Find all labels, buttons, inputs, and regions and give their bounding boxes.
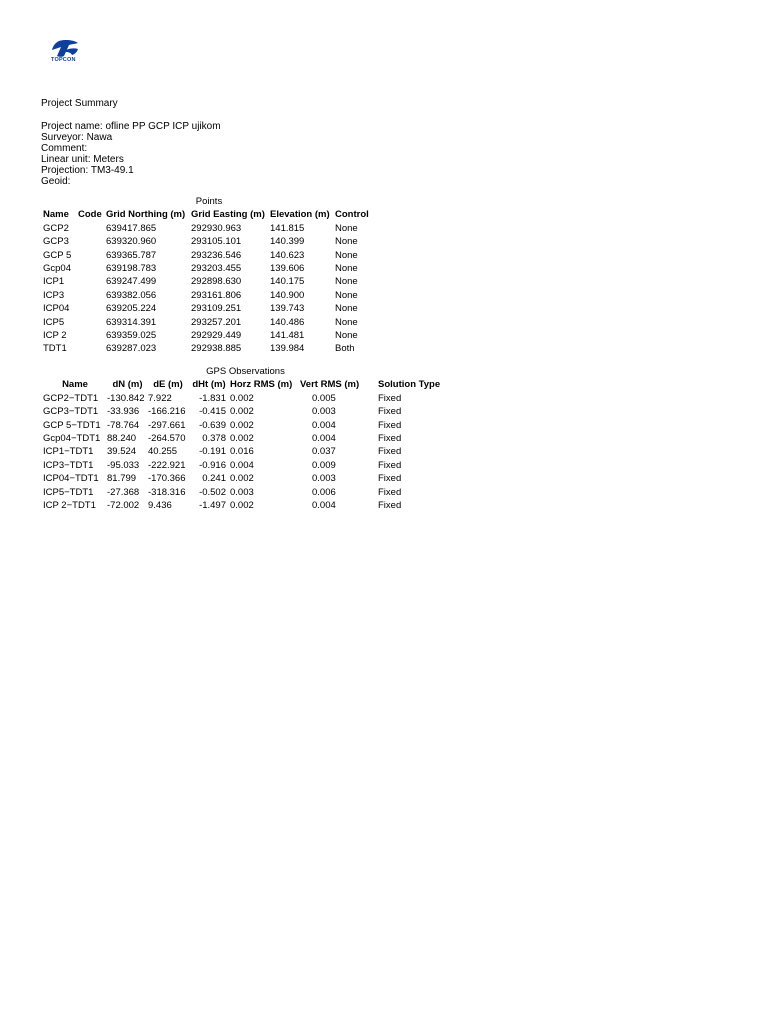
- observation-cell-dn: -130.842: [107, 392, 145, 404]
- point-cell-ctrl: None: [335, 236, 358, 248]
- point-cell-elev: 140.486: [270, 316, 305, 328]
- project-info: [41, 121, 221, 187]
- observation-cell-hrms: 0.002: [230, 419, 254, 431]
- observation-cell-hrms: 0.016: [230, 446, 254, 458]
- observation-cell-name: GCP3−TDT1: [43, 406, 99, 418]
- point-cell-ctrl: None: [335, 249, 358, 261]
- observation-cell-vrms: 0.003: [312, 473, 336, 485]
- point-cell-elev: 140.399: [270, 236, 305, 248]
- observation-cell-dn: -95.033: [107, 459, 140, 471]
- column-header: dN (m): [112, 379, 143, 391]
- logo-wordmark: TOPCON: [51, 57, 76, 63]
- observation-cell-dht: -0.191: [199, 446, 226, 458]
- point-row: [43, 302, 375, 315]
- observation-cell-de: -222.921: [148, 459, 186, 471]
- point-cell-ctrl: Both: [335, 343, 355, 355]
- observation-cell-vrms: 0.004: [312, 500, 336, 512]
- point-cell-ctrl: None: [335, 316, 358, 328]
- column-header: Name: [62, 379, 88, 391]
- observation-cell-sol: Fixed: [378, 486, 402, 498]
- observation-cell-name: ICP5−TDT1: [43, 486, 94, 498]
- point-cell-east: 292930.963: [191, 222, 242, 234]
- point-cell-east: 292929.449: [191, 330, 242, 342]
- gps-observations-table: [43, 365, 448, 512]
- observation-cell-de: -297.661: [148, 419, 186, 431]
- point-cell-code: [78, 329, 106, 342]
- point-cell-east: 292898.630: [191, 276, 242, 288]
- column-header: Horz RMS (m): [230, 379, 293, 391]
- point-cell-code: [78, 222, 106, 235]
- column-header: Name: [43, 209, 69, 221]
- point-cell-east: 293161.806: [191, 289, 242, 301]
- observation-cell-vrms: 0.003: [312, 406, 336, 418]
- point-cell-elev: 139.606: [270, 263, 305, 275]
- point-cell-east: 293105.101: [191, 236, 242, 248]
- point-row: [43, 289, 375, 302]
- observation-cell-dht: -1.497: [199, 500, 226, 512]
- point-cell-ctrl: None: [335, 303, 358, 315]
- point-cell-ctrl: None: [335, 289, 358, 301]
- point-cell-north: 639417.865: [106, 222, 157, 234]
- observation-cell-hrms: 0.003: [230, 486, 254, 498]
- observation-row: [43, 486, 448, 499]
- point-cell-code: [78, 235, 106, 248]
- point-cell-ctrl: None: [335, 276, 358, 288]
- observation-row: [43, 405, 448, 418]
- point-cell-ctrl: None: [335, 222, 358, 234]
- point-cell-north: 639314.391: [106, 316, 157, 328]
- observation-cell-de: -166.216: [148, 406, 186, 418]
- point-cell-elev: 141.815: [270, 222, 305, 234]
- point-row: [43, 342, 375, 355]
- point-cell-north: 639382.056: [106, 289, 157, 301]
- observation-cell-dht: 0.241: [202, 473, 226, 485]
- point-cell-name: Gcp04: [43, 263, 71, 275]
- point-cell-ctrl: None: [335, 330, 358, 342]
- observation-cell-dn: 88.240: [107, 433, 137, 445]
- point-cell-east: 293109.251: [191, 303, 242, 315]
- points-caption: Points: [195, 196, 223, 207]
- point-cell-name: ICP04: [43, 303, 70, 315]
- point-cell-north: 639359.025: [106, 330, 157, 342]
- observation-cell-dn: -27.368: [107, 486, 140, 498]
- observation-cell-name: ICP04−TDT1: [43, 473, 99, 485]
- point-cell-name: GCP 5: [43, 249, 72, 261]
- projection: Projection: TM3-49.1: [41, 165, 134, 176]
- point-cell-north: 639287.023: [106, 343, 157, 355]
- observation-row: [43, 499, 448, 512]
- comment: Comment:: [41, 143, 88, 154]
- observation-cell-dn: -78.764: [107, 419, 140, 431]
- observation-cell-sol: Fixed: [378, 406, 402, 418]
- column-header: dE (m): [153, 379, 183, 391]
- observation-cell-de: 7.922: [148, 392, 172, 404]
- point-cell-name: ICP5: [43, 316, 65, 328]
- point-cell-code: [78, 289, 106, 302]
- observation-cell-de: 40.255: [148, 446, 178, 458]
- point-row: [43, 275, 375, 288]
- observation-cell-sol: Fixed: [378, 419, 402, 431]
- points-table: [43, 195, 375, 356]
- topcon-logo: [50, 40, 82, 66]
- observation-cell-dht: -0.502: [199, 486, 226, 498]
- observation-cell-sol: Fixed: [378, 473, 402, 485]
- observation-cell-dht: 0.378: [202, 433, 226, 445]
- point-row: [43, 262, 375, 275]
- point-cell-code: [78, 275, 106, 288]
- point-row: [43, 249, 375, 262]
- point-row: [43, 316, 375, 329]
- observation-cell-vrms: 0.004: [312, 419, 336, 431]
- observation-row: [43, 432, 448, 445]
- observation-cell-hrms: 0.002: [230, 500, 254, 512]
- surveyor: Surveyor: Nawa: [41, 132, 113, 143]
- point-cell-name: GCP2: [43, 222, 69, 234]
- topcon-logo-icon: [50, 40, 80, 58]
- point-cell-code: [78, 249, 106, 262]
- observation-cell-name: Gcp04−TDT1: [43, 433, 101, 445]
- observation-cell-vrms: 0.006: [312, 486, 336, 498]
- observation-cell-hrms: 0.002: [230, 406, 254, 418]
- observation-cell-dht: -0.916: [199, 459, 226, 471]
- project-name: Project name: ofline PP GCP ICP ujikom: [41, 121, 221, 132]
- point-row: [43, 329, 375, 342]
- geoid: Geoid:: [41, 176, 71, 187]
- gps-header-row: [43, 378, 448, 391]
- observation-cell-de: -170.366: [148, 473, 186, 485]
- point-cell-east: 293203.455: [191, 263, 242, 275]
- point-cell-elev: 139.984: [270, 343, 305, 355]
- observation-cell-dht: -0.415: [199, 406, 226, 418]
- point-cell-east: 293236.546: [191, 249, 242, 261]
- point-cell-north: 639365.787: [106, 249, 157, 261]
- column-header: Control: [335, 209, 369, 221]
- point-cell-ctrl: None: [335, 263, 358, 275]
- observation-cell-name: GCP2−TDT1: [43, 392, 99, 404]
- observation-row: [43, 472, 448, 485]
- point-cell-name: GCP3: [43, 236, 69, 248]
- observation-row: [43, 419, 448, 432]
- observation-cell-dn: 81.799: [107, 473, 137, 485]
- report-title: Project Summary: [41, 98, 118, 109]
- observation-cell-name: ICP3−TDT1: [43, 459, 94, 471]
- observation-cell-sol: Fixed: [378, 459, 402, 471]
- point-cell-north: 639320.960: [106, 236, 157, 248]
- observation-cell-sol: Fixed: [378, 392, 402, 404]
- observation-cell-hrms: 0.002: [230, 473, 254, 485]
- observation-cell-de: 9.436: [148, 500, 172, 512]
- observation-cell-hrms: 0.002: [230, 433, 254, 445]
- observation-cell-vrms: 0.005: [312, 392, 336, 404]
- point-row: [43, 222, 375, 235]
- point-cell-north: 639205.224: [106, 303, 157, 315]
- observation-cell-de: -264.570: [148, 433, 186, 445]
- column-header: Vert RMS (m): [300, 379, 360, 391]
- points-header-row: [43, 208, 375, 221]
- observation-cell-name: ICP 2−TDT1: [43, 500, 96, 512]
- observation-cell-vrms: 0.037: [312, 446, 336, 458]
- point-row: [43, 235, 375, 248]
- observation-cell-dht: -1.831: [199, 392, 226, 404]
- observation-row: [43, 445, 448, 458]
- observation-cell-name: GCP 5−TDT1: [43, 419, 101, 431]
- column-header: Grid Easting (m): [191, 209, 265, 221]
- observation-cell-de: -318.316: [148, 486, 186, 498]
- observation-cell-dn: 39.524: [107, 446, 137, 458]
- column-header: Elevation (m): [270, 209, 330, 221]
- observation-cell-sol: Fixed: [378, 446, 402, 458]
- point-cell-name: TDT1: [43, 343, 67, 355]
- observation-cell-name: ICP1−TDT1: [43, 446, 94, 458]
- column-header: dHt (m): [192, 379, 226, 391]
- linear-unit: Linear unit: Meters: [41, 154, 124, 165]
- point-cell-name: ICP1: [43, 276, 65, 288]
- observation-cell-dht: -0.639: [199, 419, 226, 431]
- point-cell-north: 639247.499: [106, 276, 157, 288]
- point-cell-code: [78, 316, 106, 329]
- observation-cell-dn: -72.002: [107, 500, 140, 512]
- observation-cell-sol: Fixed: [378, 433, 402, 445]
- point-cell-east: 292938.885: [191, 343, 242, 355]
- point-cell-elev: 139.743: [270, 303, 305, 315]
- point-cell-code: [78, 302, 106, 315]
- observation-row: [43, 459, 448, 472]
- observation-row: [43, 392, 448, 405]
- observation-cell-hrms: 0.002: [230, 392, 254, 404]
- observation-cell-hrms: 0.004: [230, 459, 254, 471]
- column-header: Solution Type: [378, 379, 441, 391]
- observation-cell-vrms: 0.009: [312, 459, 336, 471]
- point-cell-elev: 140.900: [270, 289, 305, 301]
- point-cell-code: [78, 262, 106, 275]
- point-cell-elev: 141.481: [270, 330, 305, 342]
- point-cell-east: 293257.201: [191, 316, 242, 328]
- point-cell-code: [78, 342, 106, 355]
- observation-cell-sol: Fixed: [378, 500, 402, 512]
- gps-caption: GPS Observations: [206, 366, 285, 377]
- point-cell-elev: 140.175: [270, 276, 305, 288]
- point-cell-north: 639198.783: [106, 263, 157, 275]
- point-cell-name: ICP 2: [43, 330, 67, 342]
- column-header: Grid Northing (m): [106, 209, 186, 221]
- column-header: Code: [78, 209, 102, 221]
- observation-cell-dn: -33.936: [107, 406, 140, 418]
- observation-cell-vrms: 0.004: [312, 433, 336, 445]
- point-cell-elev: 140.623: [270, 249, 305, 261]
- point-cell-name: ICP3: [43, 289, 65, 301]
